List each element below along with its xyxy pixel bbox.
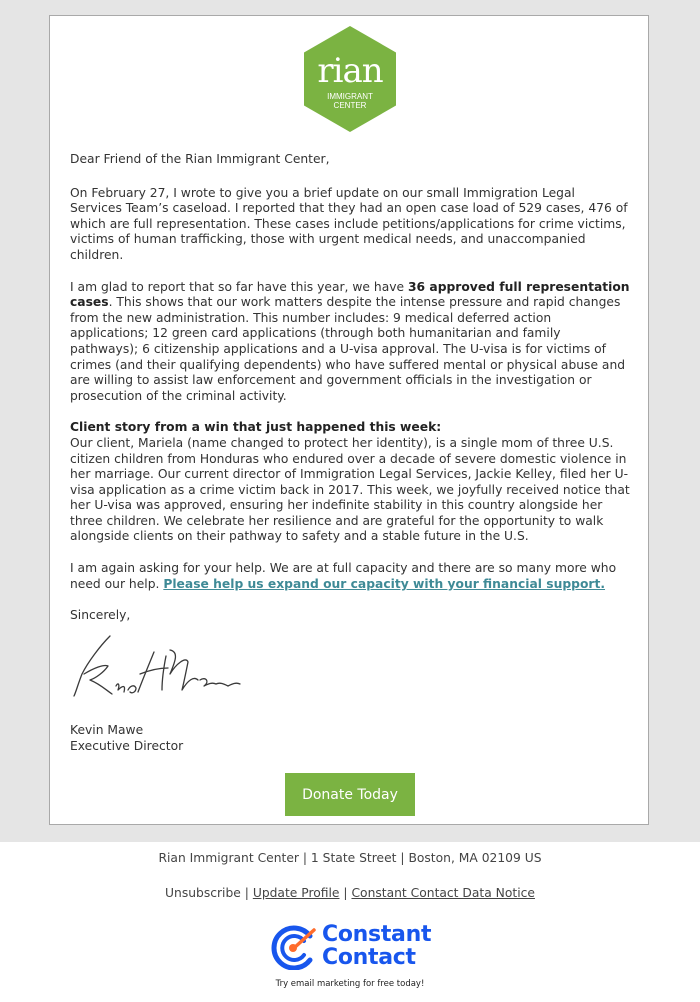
constant-contact-word-1: Constant <box>322 922 432 947</box>
story-body: Our client, Mariela (name changed to protect her identity), is a single mom of three U.S. citizen children from Honduras who endured over a decade of severe domestic violence in her marriage. Our current director of Immigration Legal Services, Jackie Kelley, filed her U-visa application as a crime victim back in 2017. This week, we joyfully received notice that her U-visa was approved, ensuring her indefinite stability in this country alongside her three children. We celebrate her resilience and are grateful for the opportunity to walk alongside clients on their pathway to safety and a stable future in the U.S. <box>70 435 630 544</box>
data-notice-link[interactable]: Constant Contact Data Notice <box>351 886 535 900</box>
paragraph-update: On February 27, I wrote to give you a brief update on our small Immigration Legal Services Team’s caseload. I reported that they had an open case load of 529 cases, 476 of which are full representation. These cases include petitions/applications for crime victims, victims of human trafficking, those with urgent medical needs, and unaccompanied children. <box>70 185 628 262</box>
signer-name: Kevin Mawe <box>70 723 144 737</box>
footer-separator-1: | <box>240 886 253 900</box>
email-card <box>49 15 649 825</box>
donate-link[interactable]: Please help us expand our capacity with your financial support. <box>163 576 606 591</box>
logo-subline-1: IMMIGRANT <box>327 92 373 101</box>
signer-title: Executive Director <box>70 739 184 753</box>
logo-wordmark: rian <box>317 51 383 91</box>
logo-subline-2: CENTER <box>333 101 367 110</box>
constant-contact-tagline: Try email marketing for free today! <box>275 979 425 989</box>
appeal-text: I am again asking for your help. We are at full capacity and there are so many more who need our help. <box>70 561 617 591</box>
letter-body <box>70 152 630 624</box>
footer-separator-2: | <box>339 886 352 900</box>
paragraph-appeal <box>70 561 630 592</box>
signature-image <box>70 634 242 704</box>
constant-contact-word-2: Contact <box>322 945 416 970</box>
rian-logo <box>304 26 396 132</box>
constant-contact-logo[interactable] <box>270 924 435 970</box>
unsubscribe-link[interactable]: Unsubscribe <box>165 886 241 900</box>
footer <box>0 842 700 1002</box>
greeting: Dear Friend of the Rian Immigrant Center, <box>70 152 330 166</box>
paragraph-approved-cases <box>70 280 630 405</box>
approved-cases-highlight: 36 approved full representation cases <box>70 279 630 310</box>
closing: Sincerely, <box>70 608 131 623</box>
approved-intro: I am glad to report that so far have this year, we have <box>70 279 408 294</box>
story-heading: Client story from a win that just happened this week: <box>70 420 442 435</box>
donate-button[interactable]: Donate Today <box>285 773 415 816</box>
footer-address: Rian Immigrant Center | 1 State Street | Boston, MA 02109 US <box>158 851 542 865</box>
update-profile-link[interactable]: Update Profile <box>252 886 340 900</box>
constant-contact-icon <box>270 924 318 970</box>
footer-links <box>0 885 700 901</box>
approved-details: . This shows that our work matters despite the intense pressure and rapid changes from the new administration. This number includes: 9 medical deferred action applications; 12 green card applications (through both humanitarian and family pathways); 6 citizenship applications and a U-visa approval. The U-visa is for victims of crimes (and their qualifying dependents) who have suffered mental or physical abuse and are willing to assist law enforcement and government officials in the investigation or prosecution of the criminal activity. <box>70 295 626 403</box>
